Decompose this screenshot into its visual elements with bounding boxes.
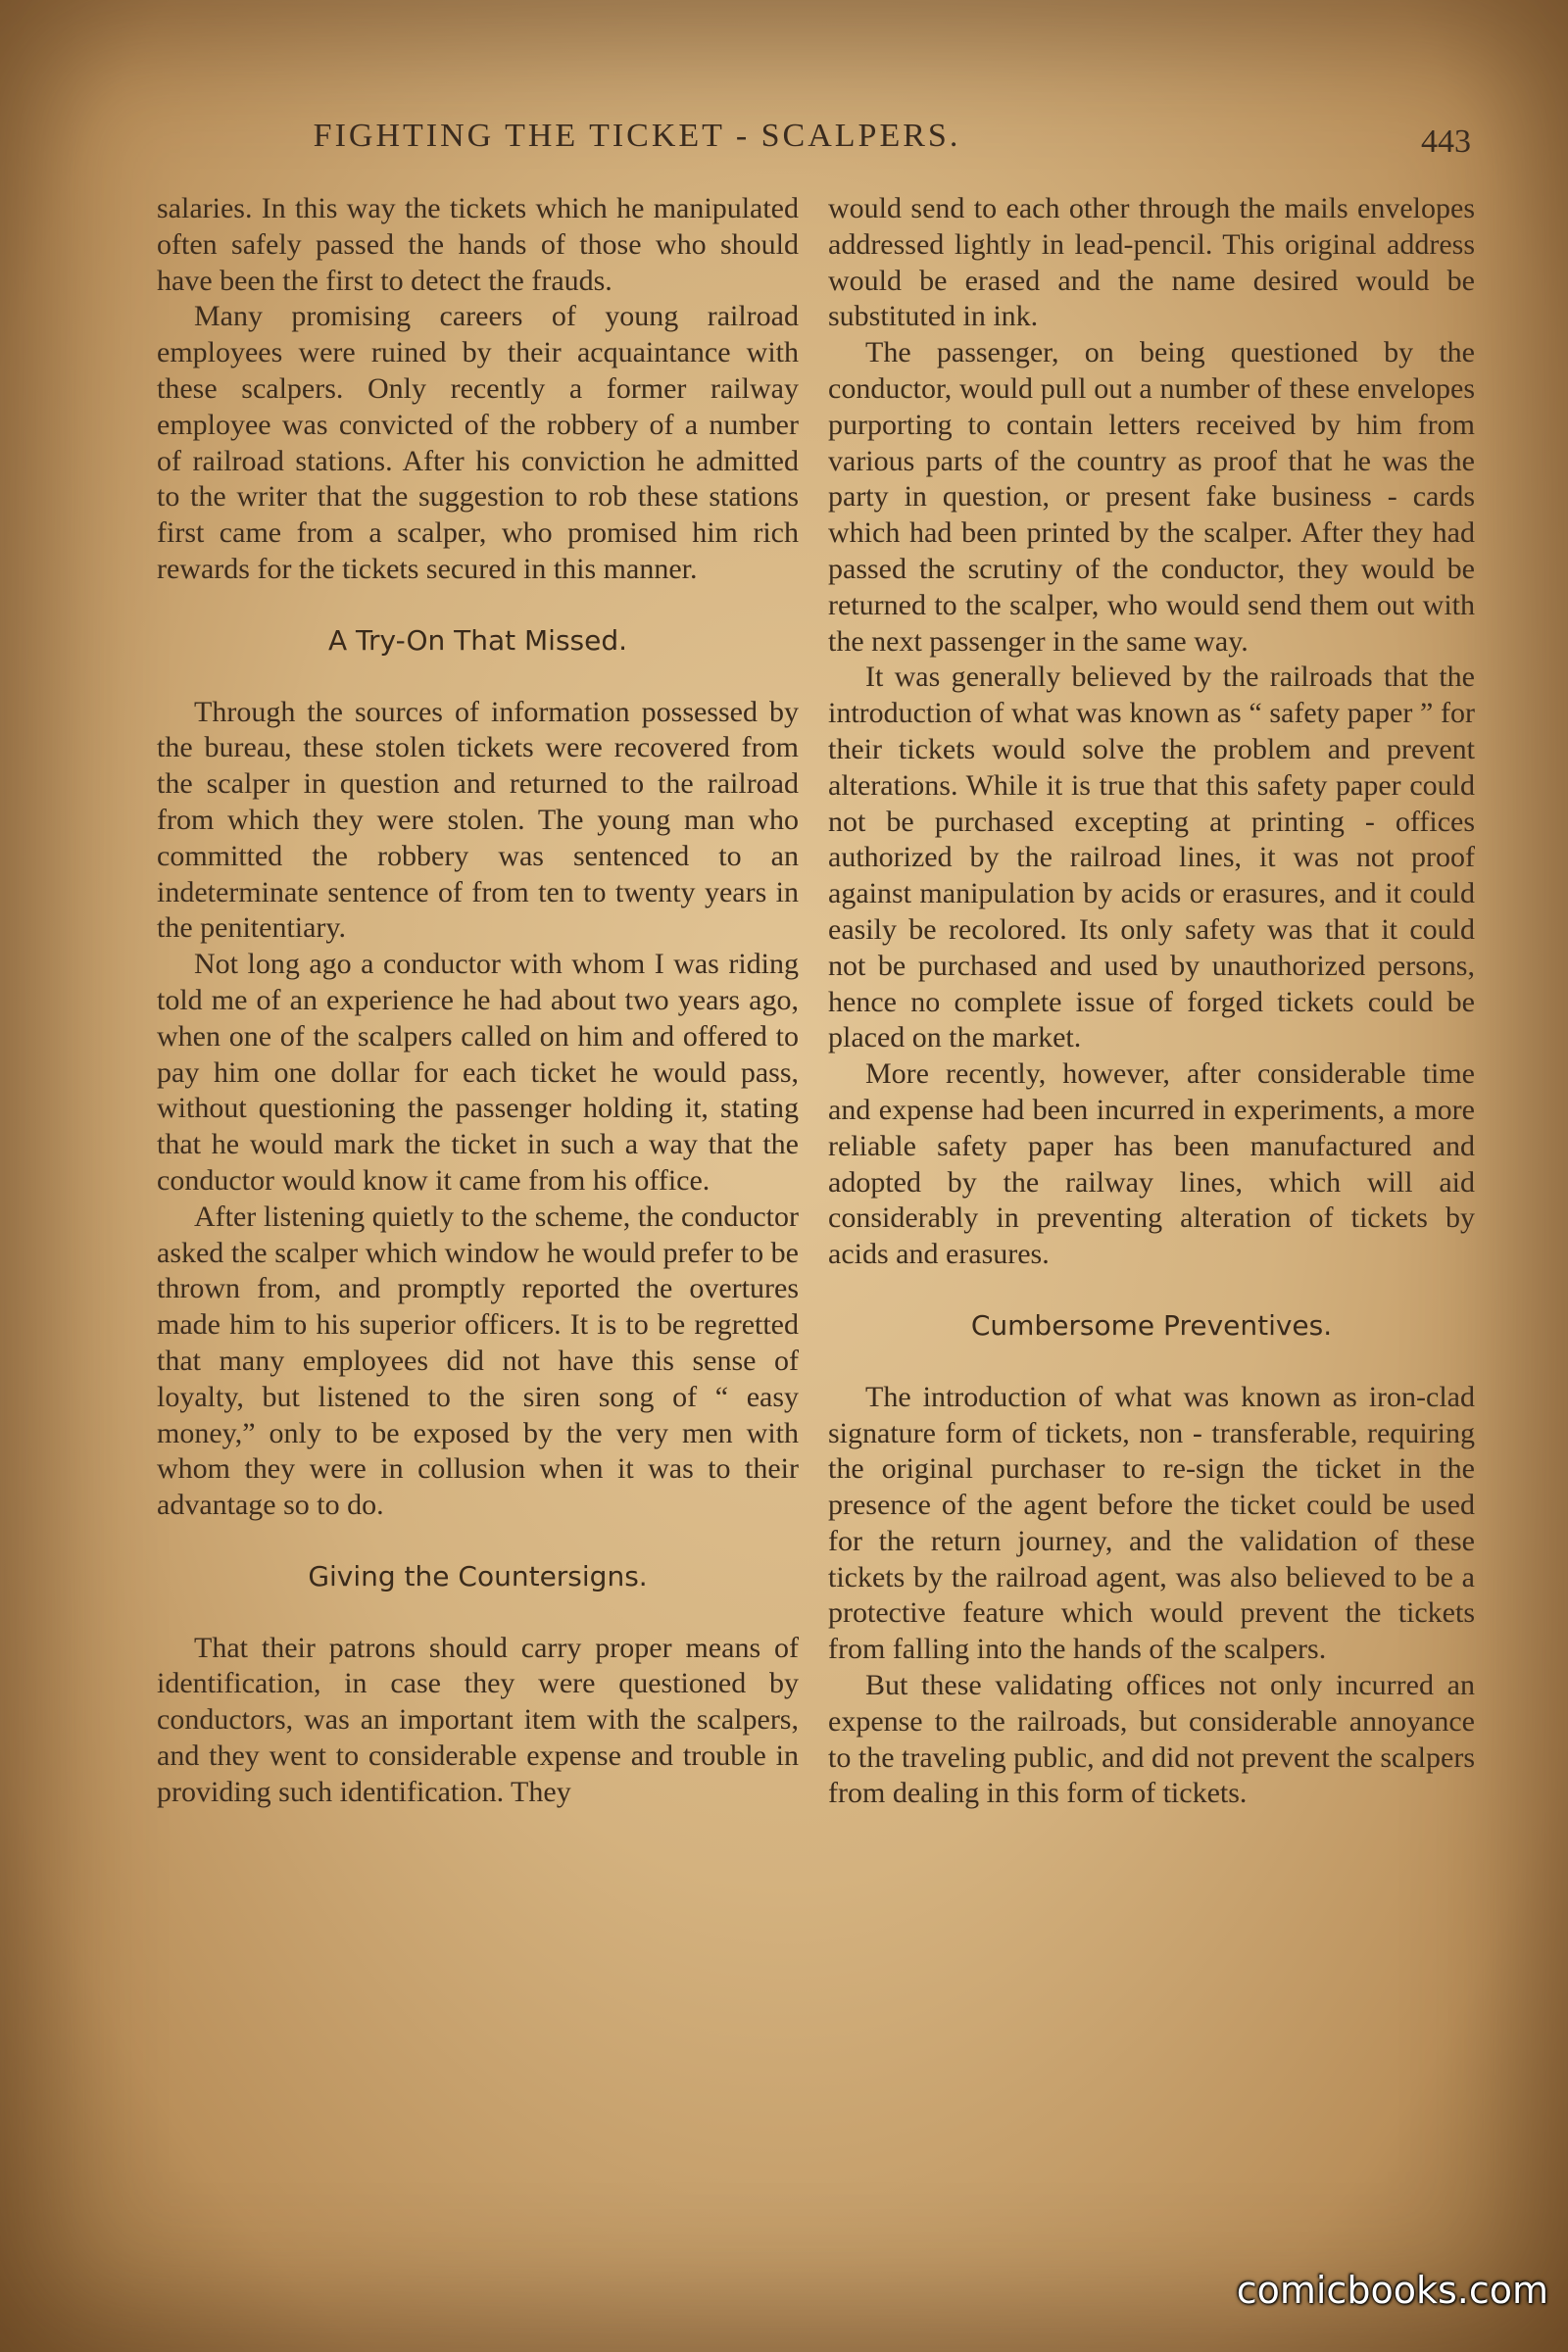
paragraph: would send to each other through the mails envelopes addressed lightly in lead-pencil. This original address would be erased and the name desired would be substituted in ink. xyxy=(828,192,1475,333)
section-heading: A Try-On That Missed. xyxy=(327,623,628,657)
paragraph: The introduction of what was known as iron-clad signature form of tickets, non - transferable, requiring the original purchaser to re-sign the ticket in the presence of the agent before the ticket could be used for the return journey, and the validation of these tickets by the railroad agent, was also believed to be a protective feature which would prevent the tickets from falling into the hands of the scalpers. xyxy=(828,1380,1475,1666)
page-title: FIGHTING THE TICKET - SCALPERS. xyxy=(313,118,961,154)
page-number: 443 xyxy=(1421,123,1471,160)
section-heading: Cumbersome Preventives. xyxy=(970,1308,1333,1342)
paragraph: Many promising careers of young railroad employees were ruined by their acquaintance with these scalpers. Only recently a former railway employee was convicted of the robbery of a number of railroad stations. After his conviction he admitted to the writer that the suggestion to rob these stations first came from a scalper, who promised him rich rewards for the tickets secured in this manner. xyxy=(157,300,799,585)
paragraph: That their patrons should carry proper means of identification, in case they were questioned by conductors, was an important item with the scalpers, and they went to considerable expense and trouble in providing such identification. They xyxy=(157,1631,799,1808)
paragraph: It was generally believed by the railroads that the introduction of what was known as “ safety paper ” for their tickets would solve the problem and prevent alterations. While it is true that this safety paper could not be purchased excepting at printing - offices authorized by the railroad lines, it was not proof against manipulation by acids or erasures, and it could easily be recolored. Its only safety was that it could not be purchased and used by unauthorized persons, hence no complete issue of forged tickets could be placed on the market. xyxy=(828,661,1475,1054)
paragraph: The passenger, on being questioned by the conductor, would pull out a number of these envelopes purporting to contain letters received by him from various parts of the country as proof that he was the party in question, or present fake business - cards which had been printed by the scalper. After they had passed the scrutiny of the conductor, they would be returned to the scalper, who would send them out with the next passenger in the same way. xyxy=(828,336,1475,658)
watermark-text: comicbooks.com xyxy=(1236,2269,1548,2312)
running-header xyxy=(0,118,1568,167)
paragraph: Not long ago a conductor with whom I was riding told me of an experience he had about two years ago, when one of the scalpers called on him and offered to pay him one dollar for each ticket he would pass, without questioning the passenger holding it, stating that he would mark the ticket in such a way that the conductor would know it came from his office. xyxy=(157,948,799,1197)
section-heading: Giving the Countersigns. xyxy=(308,1559,648,1592)
paragraph: salaries. In this way the tickets which he manipulated often safely passed the hands of those who should have been the first to detect the frauds. xyxy=(157,192,799,297)
paragraph: After listening quietly to the scheme, the conductor asked the scalper which window he would prefer to be thrown from, and promptly reported the overtures made him to his superior officers. It is to be regretted that many employees did not have this sense of loyalty, but listened to the siren song of “ easy money,” only to be exposed by the very men with whom they were in collusion when it was to their advantage so to do. xyxy=(157,1200,799,1522)
paragraph: Through the sources of information possessed by the bureau, these stolen tickets were recovered from the scalper in question and returned to the railroad from which they were stolen. The young man who committed the robbery was sentenced to an indeterminate sentence of from ten to twenty years in the penitentiary. xyxy=(157,695,799,945)
left-column xyxy=(157,191,799,1811)
paragraph: More recently, however, after considerable time and expense had been incurred in experiments, a more reliable safety paper has been manufactured and adopted by the railway lines, which will aid considerably in preventing alteration of tickets by acids and erasures. xyxy=(828,1057,1475,1271)
right-column xyxy=(828,191,1475,1812)
paragraph: But these validating offices not only incurred an expense to the railroads, but considerable annoyance to the traveling public, and did not prevent the scalpers from dealing in this form of tickets. xyxy=(828,1669,1475,1810)
